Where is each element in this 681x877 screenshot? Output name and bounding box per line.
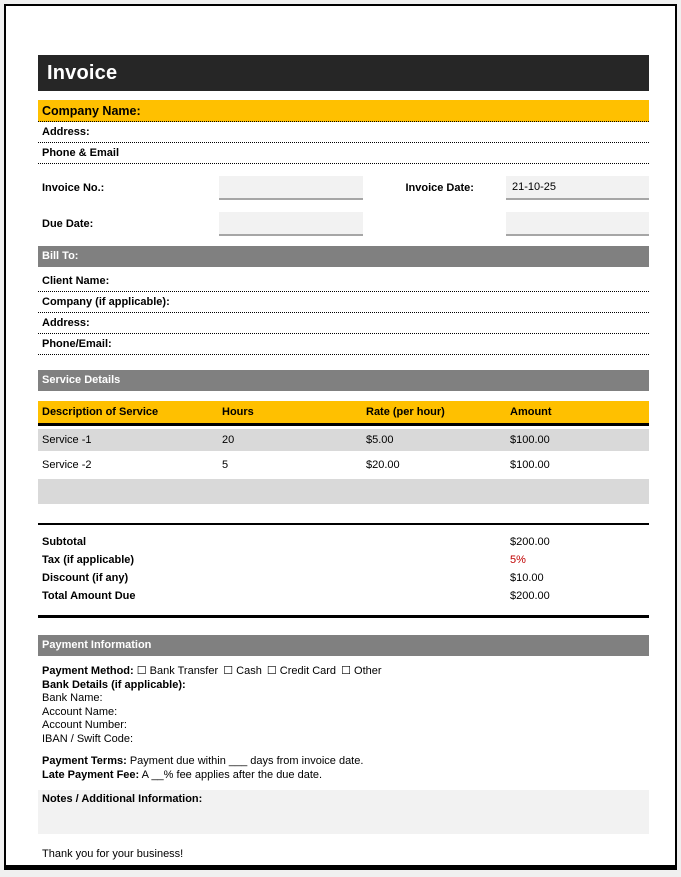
totals-block [38, 523, 649, 618]
client-name-label: Client Name: [42, 275, 110, 287]
account-name-field[interactable]: Account Name: [42, 705, 118, 718]
table-row[interactable] [38, 454, 649, 476]
invoice-date-label: Invoice Date: [405, 182, 474, 194]
cell-description: Service -1 [42, 434, 92, 446]
payment-method-line [42, 665, 649, 679]
company-phone-email-label: Phone & Email [42, 147, 120, 159]
cell-amount: $100.00 [510, 434, 550, 446]
client-address-label: Address: [42, 317, 90, 329]
discount-label: Discount (if any) [42, 572, 129, 584]
client-company-label: Company (if applicable): [42, 296, 170, 308]
client-company-field[interactable] [38, 292, 649, 313]
col-rate: Rate (per hour) [366, 406, 445, 418]
tax-label: Tax (if applicable) [42, 554, 135, 566]
due-date-label: Due Date: [42, 218, 94, 230]
account-number-field[interactable]: Account Number: [42, 719, 127, 731]
late-fee-line [42, 769, 649, 783]
total-due-label: Total Amount Due [42, 590, 136, 602]
invoice-page [4, 4, 677, 870]
late-fee-label: Late Payment Fee: [42, 768, 140, 781]
checkbox-cash[interactable]: ☐ Cash [223, 665, 262, 677]
invoice-date-input[interactable] [506, 176, 649, 200]
discount-value: $10.00 [510, 572, 544, 584]
cell-rate: $5.00 [366, 434, 394, 446]
payment-terms-line [42, 755, 649, 769]
invoice-no-label: Invoice No.: [42, 182, 105, 194]
tax-row [38, 551, 649, 569]
bill-to-header: Bill To: [38, 246, 649, 267]
discount-row [38, 569, 649, 587]
invoice-no-row [38, 174, 649, 200]
col-description: Description of Service [42, 406, 159, 418]
cell-hours: 20 [222, 434, 235, 446]
subtotal-row [38, 533, 649, 551]
iban-swift-field[interactable]: IBAN / Swift Code: [42, 732, 134, 745]
notes-label: Notes / Additional Information: [42, 793, 203, 805]
thank-you-message: Thank you for your business! [38, 847, 649, 870]
company-name-field[interactable]: Company Name: [38, 100, 649, 122]
service-table [38, 401, 649, 504]
bank-details-label: Bank Details (if applicable): [42, 678, 186, 691]
notes-area[interactable] [38, 790, 649, 834]
client-phone-email-label: Phone/Email: [42, 338, 112, 350]
payment-terms-text: Payment due within ___ days from invoice date. [126, 755, 364, 767]
total-due-value: $200.00 [510, 590, 550, 602]
payment-lines [38, 665, 649, 782]
cell-rate: $20.00 [366, 459, 400, 471]
cell-amount: $100.00 [510, 459, 550, 471]
cell-hours: 5 [222, 459, 229, 471]
page-title: Invoice [38, 55, 649, 91]
company-phone-email-field[interactable] [38, 143, 649, 164]
client-name-field[interactable] [38, 271, 649, 292]
checkbox-other[interactable]: ☐ Other [341, 665, 382, 677]
payment-info-header: Payment Information [38, 635, 649, 656]
due-date-row [38, 210, 649, 236]
service-table-header [38, 401, 649, 426]
late-fee-text: A __% fee applies after the due date. [139, 768, 323, 781]
payment-method-label: Payment Method: [42, 665, 134, 677]
invoice-no-input[interactable] [219, 176, 363, 200]
cell-description: Service -2 [42, 459, 92, 471]
subtotal-value: $200.00 [510, 536, 550, 548]
col-hours: Hours [222, 406, 254, 418]
table-row-empty[interactable] [38, 479, 649, 504]
due-date-input[interactable] [219, 212, 363, 236]
total-due-row [38, 587, 649, 605]
due-date-right-input[interactable] [506, 212, 649, 236]
col-amount: Amount [510, 406, 552, 418]
table-row[interactable] [38, 429, 649, 451]
checkbox-bank-transfer[interactable]: ☐ Bank Transfer [136, 665, 219, 677]
checkbox-credit-card[interactable]: ☐ Credit Card [266, 665, 337, 677]
payment-terms-label: Payment Terms: [42, 755, 127, 767]
page-content [6, 55, 675, 870]
bank-name-field[interactable]: Bank Name: [42, 692, 103, 704]
company-address-label: Address: [42, 126, 90, 138]
service-details-header: Service Details [38, 370, 649, 391]
client-address-field[interactable] [38, 313, 649, 334]
company-address-field[interactable] [38, 122, 649, 143]
subtotal-label: Subtotal [42, 536, 86, 548]
tax-value: 5% [510, 554, 526, 566]
client-phone-email-field[interactable] [38, 334, 649, 355]
